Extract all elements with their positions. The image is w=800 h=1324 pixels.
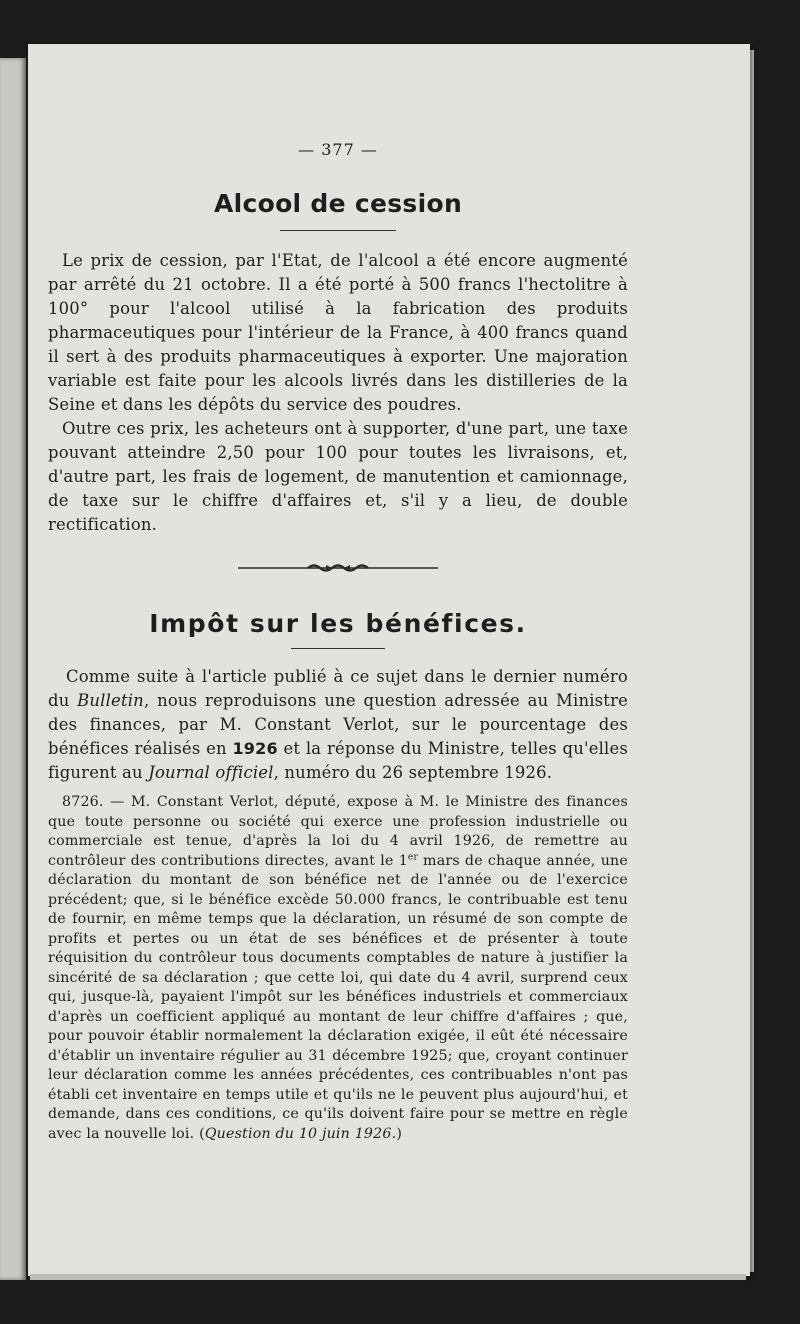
superscript-er: er	[407, 851, 418, 862]
page-number: — 377 —	[298, 140, 378, 159]
section-title-impot-sur-les-benefices: Impôt sur les bénéfices.	[149, 609, 527, 638]
journal-officiel-italic: Journal officiel	[148, 763, 274, 782]
paragraph-prix-de-cession: Le prix de cession, par l'Etat, de l'alcool a été encore augmenté par arrêté du 21 octobre. Il a été porté à 500 francs l'hectolitre à 100° pour l'alcool utilisé à la fabrication des produits pharmaceutiques pour l'intérieur de la France, à 400 francs quand il sert à des produits pharmaceutiques à exporter. Une majoration variable est faite pour les alcools livrés dans les distilleries de la Seine et dans les dépôts du service des poudres.	[48, 251, 628, 414]
intro-text: , numéro du 26 septembre 1926.	[273, 763, 553, 782]
section-title-alcool-de-cession: Alcool de cession	[213, 189, 463, 218]
intro-text: , nous reproduisons une question adressée au Ministre des finances, par M. Constant Verlot, sur le pourcentage des bénéfices réalisés en	[48, 691, 628, 758]
adjacent-page-edge	[0, 58, 26, 1280]
page-bottom-edge	[30, 1274, 746, 1280]
question-text: mars de chaque année, une déclaration du montant de son bénéfice net de l'année ou de l'exercice précédent; que, si le bénéfice excède 50.000 francs, le contribuable est tenu de fournir, en même temps que la déclaration, un résumé de son compte de profits et pertes ou un état de ses bénéfices et de présenter à toute réquisition du contrôleur tous documents comptables de nature à justifier la sincérité de sa déclaration ; que cette loi, qui date du 4 avril, surprend ceux qui, jusque-là, payaient l'impôt sur les bénéfices industriels et commerciaux d'après un coefficient appliqué au montant de leur chiffre d'affaires ; que, pour pouvoir établir normalement la déclaration exigée, il eût été nécessaire d'établir un inventaire régulier au 31 décembre 1925; que, croyant continuer leur déclaration comme les années précédentes, ces contribuables n'ont pas établi cet inventaire en temps utile et qu'ils ne le peuvent plus aujourd'hui, et demande, dans ces conditions, ce qu'ils doivent faire pour se mettre en règle avec la nouvelle loi. (	[48, 852, 628, 1142]
intro-text: Comme suite à l'article publié à ce sujet dans le dernier numéro du	[48, 667, 628, 710]
ornament-divider	[238, 562, 438, 574]
intro-text: et la réponse du Ministre, telles qu'elles figurent au	[48, 739, 628, 782]
question-text: )	[396, 1125, 403, 1142]
question-8726	[48, 793, 628, 1144]
paragraph-intro	[48, 665, 628, 785]
question-citation: Question du 10 juin 1926.	[204, 1125, 397, 1142]
title-underline	[291, 648, 385, 649]
bulletin-italic: Bulletin	[77, 691, 144, 710]
year-bold: 1926	[232, 739, 278, 758]
title-underline	[280, 230, 396, 231]
page-content	[48, 95, 628, 1144]
question-text: 8726. — M. Constant Verlot, député, expose à M. le Ministre des finances que toute personne ou société qui exerce une profession industrielle ou commerciale est tenue, d'après la loi du 4 avril 1926, de remettre au contrôleur des contributions directes, avant le 1	[48, 794, 628, 869]
paragraph-outre-ces-prix: Outre ces prix, les acheteurs ont à supporter, d'une part, une taxe pouvant atteindre 2,50 pour 100 pour toutes les livraisons, et, d'autre part, les frais de logement, de manutention et camionnage, de taxe sur le chiffre d'affaires et, s'il y a lieu, de double rectification.	[48, 419, 628, 534]
